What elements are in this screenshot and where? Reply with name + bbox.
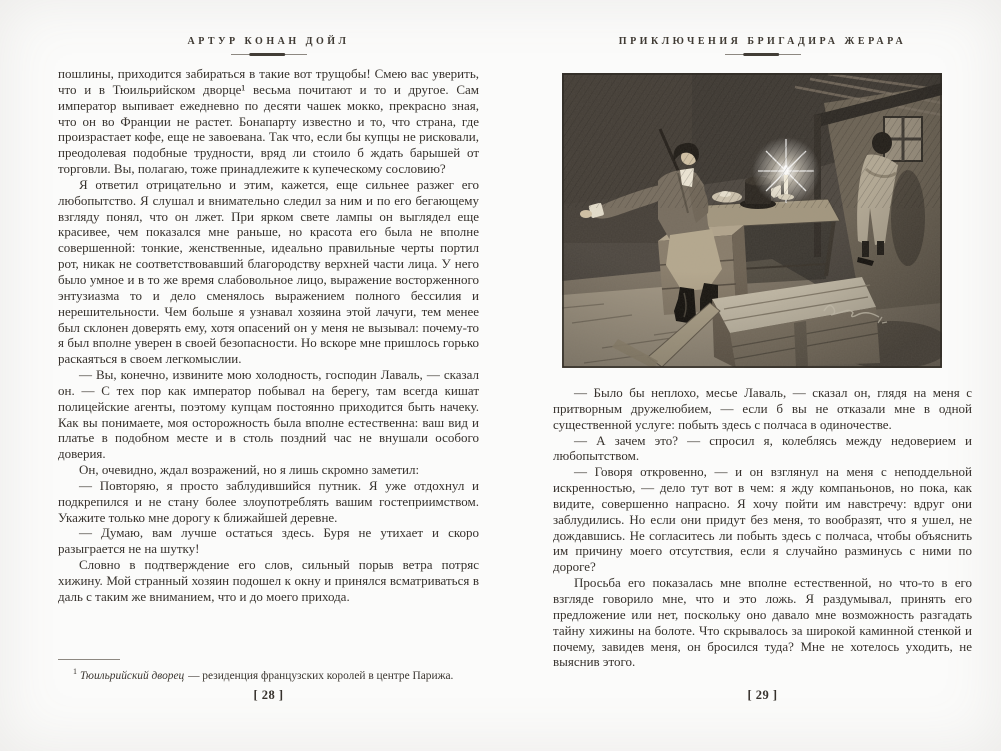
left-body-text (58, 66, 479, 605)
footnote-text: — резиденция французских королей в центре Парижа. (185, 669, 454, 682)
paragraph: — Вы, конечно, извините мою холодность, господин Лаваль, — сказал он. — С тех пор как император побывал на берегу, там всегда кишат полицейские агенты, поэтому купцам постоянно приходится быть начеку. Как вы понимаете, моя осторожность была вполне естественна: ваш вид и платье в подобном месте и в столь поздний час не внушали особого доверия. (58, 367, 479, 462)
right-page (553, 0, 972, 751)
footnote-rule (58, 659, 120, 660)
footnote-marker: 1 (73, 667, 77, 676)
footnote (58, 665, 479, 683)
paragraph: Я ответил отрицательно и этим, кажется, еще сильнее разжег его любопытство. Я слушал и внимательно следил за ним и по его бегающему взгляду понял, что он лжет. При ярком свете лампы он выглядел еще красивее, чем показался мне раньше, но красота его была не вполне совершенной: тонкие, женственные, идеально правильные черты портил рот, никак не соответствовавший благородству верхней части лица. У него было умное и в то же время слабовольное лицо, выражение восторженного энтузиазма то и дело сменялось выражением полного бессилия и нерешительности. Чем больше я узнавал хозяина этой лачуги, тем менее был склонен доверять ему, хотя опасений он у меня не вызывал: почему-то я был вполне уверен в своей безопасности. Но вскоре мне пришлось горько раскаяться в своем легкомыслии. (58, 176, 479, 367)
left-page (58, 0, 479, 751)
running-head-title: ПРИКЛЮЧЕНИЯ БРИГАДИРА ЖЕРАРА (618, 36, 907, 47)
page-number-right: [ 29 ] (747, 688, 778, 702)
paragraph: — А зачем это? — спросил я, колеблясь между недоверием и любопытством. (553, 432, 972, 464)
paragraph: Словно в подтверждение его слов, сильный порыв ветра потряс хижину. Мой странный хозяин подошел к окну и принялся всматриваться в даль с таким же вниманием, что и до моего прихода. (58, 557, 479, 604)
running-head-author: АРТУР КОНАН ДОЙЛ (187, 36, 350, 47)
right-body-text (553, 385, 972, 670)
illustration-etching (562, 73, 942, 368)
paragraph: — Повторяю, я просто заблудившийся путник. Я уже отдохнул и подкрепился и не стану более злоупотреблять вашим гостеприимством. Укажите только мне дорогу к ближайшей деревне. (58, 477, 479, 525)
header-rule (231, 53, 307, 57)
paragraph: — Думаю, вам лучше остаться здесь. Буря не утихает и скоро разыграется не на шутку! (58, 525, 479, 557)
paragraph: пошлины, приходится забираться в такие вот трущобы! Смею вас уверить, что и в Тюильрийском дворце¹ весьма почитают и то и другое. Сам император выпивает ежедневно по десяти чашек мокко, прекрасно зная, что он во Франции не растет. Бонапарту известно и то, что страна, где произрастает кофе, еще не завоевана. Так что, если бы купцы не рисковали, преодолевая подобные трудности, вряд ли стоило б ждать барышей от торговли. Вы, полагаю, тоже принадлежите к купеческому сословию? (58, 66, 479, 177)
page-number-left: [ 28 ] (253, 688, 284, 702)
paragraph: — Было бы неплохо, месье Лаваль, — сказал он, глядя на меня с притворным дружелюбием, — если б вы не отказали мне в одной существенной услуге: побыть здесь с полчаса в одиночестве. (553, 385, 972, 432)
paragraph: Он, очевидно, ждал возражений, но я лишь скромно заметил: (79, 462, 420, 478)
paragraph: Просьба его показалась мне вполне естественной, но что-то в его взгляде говорило мне, что и это ложь. Я раздумывал, принять его предложение или нет, поскольку оно давало мне возможность разгадать тайну хижины на болоте. Что скрывалось за широкой каминной стенкой и почему, завидев меня, он бросился туда? Мне не хотелось уходить, не выяснив этого. (553, 575, 972, 670)
header-rule (725, 53, 801, 57)
paragraph: — Говоря откровенно, — и он взглянул на меня с неподдельной искренностью, — дело тут вот в чем: я жду компаньонов, но пока, как видите, совершенно напрасно. Я хочу пойти им навстречу: вдруг они заблудились. Но если они придут без меня, то вообразят, что я ушел, не дождавшись. Не согласитесь ли побыть здесь с полчаса, чтобы объяснить им причину моего отсутствия, если я случайно разминусь с ними по дороге? (553, 464, 972, 575)
footnote-term: Тюильрийский дворец (80, 669, 185, 682)
